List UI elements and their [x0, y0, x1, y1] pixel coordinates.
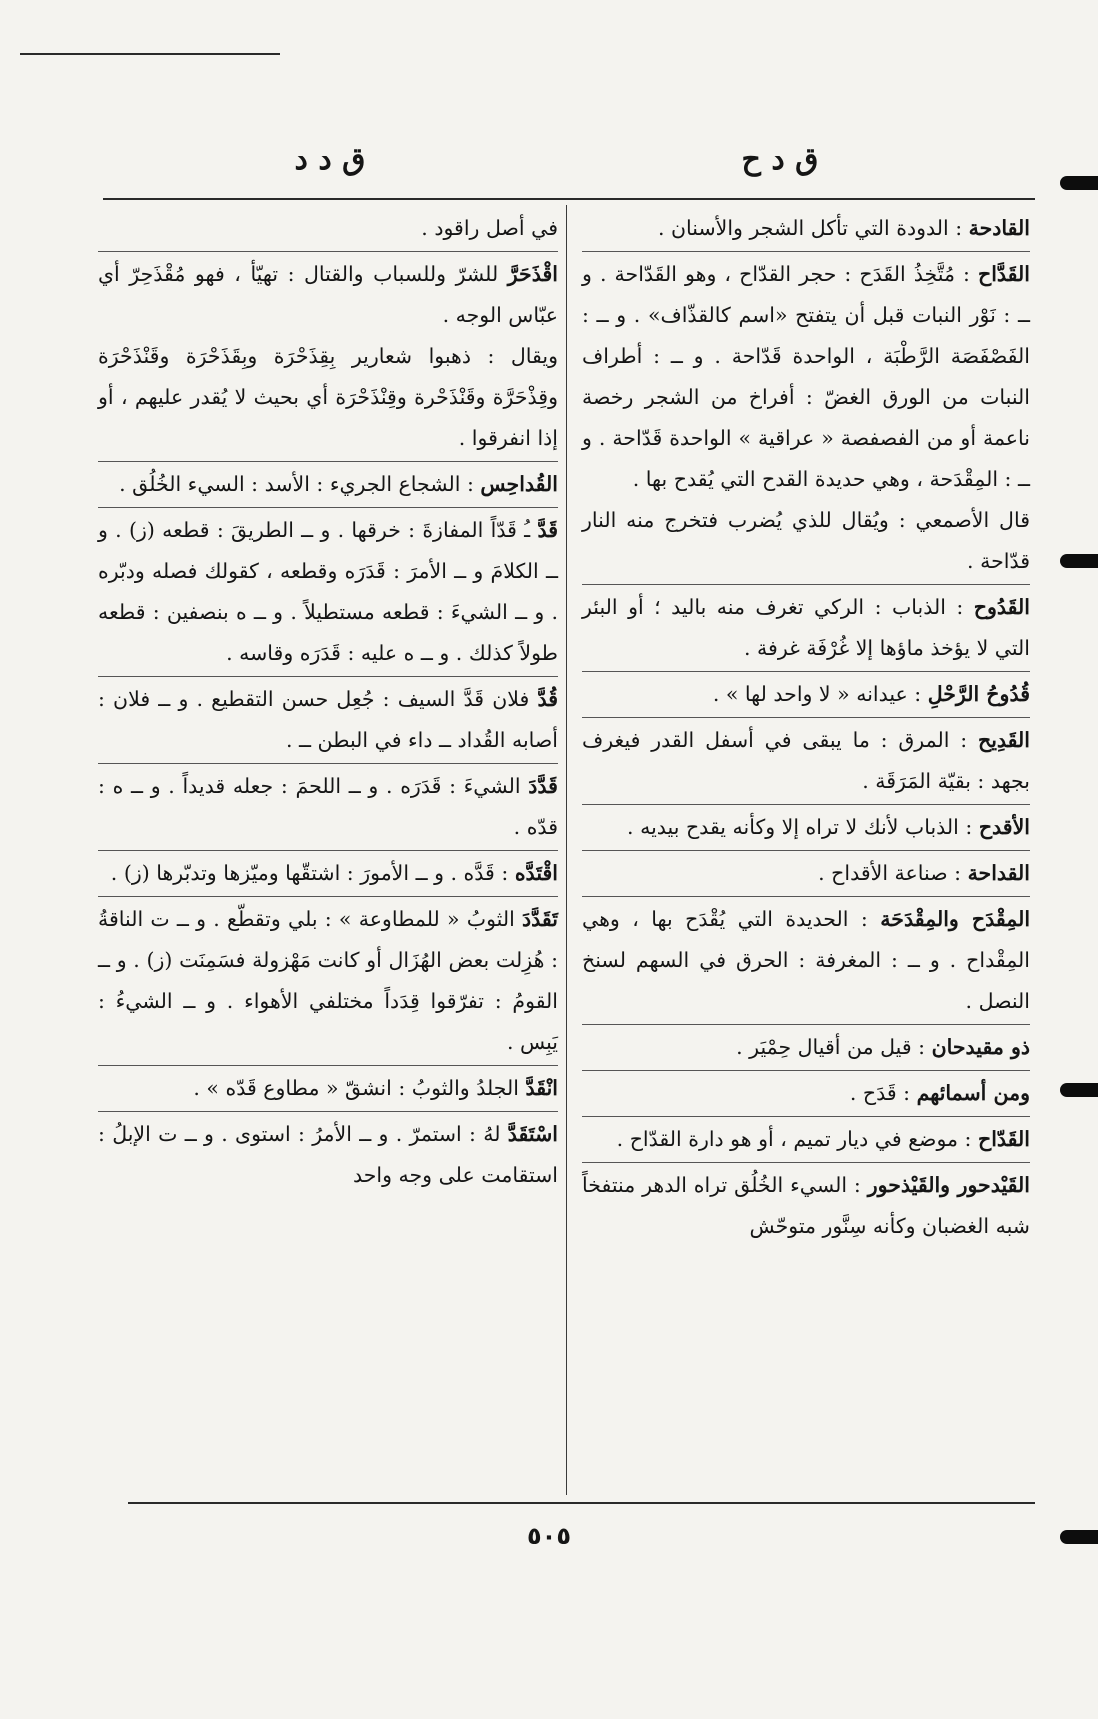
entry-separator: [98, 676, 558, 677]
entry-headword: اقْتَدَّه: [514, 861, 558, 885]
entry-separator: [582, 804, 1030, 805]
header-rule: [103, 198, 1035, 200]
entry-headword: قُدُوحُ الرَّحْلِ: [927, 682, 1030, 706]
entry-separator: [98, 850, 558, 851]
entry-definition: الشيءَ : قَدَرَه . و ــ اللحمَ : جعله قديداً . و ــ ه : قدّه .: [98, 774, 558, 839]
entry-headword: القادحة: [968, 216, 1030, 240]
entry-definition: : موضع في ديار تميم ، أو هو دارة القدّاح .: [616, 1127, 978, 1151]
entry-separator: [98, 507, 558, 508]
dictionary-entry: [582, 500, 1030, 582]
entry-definition: الجلدُ والثوبُ : انشقّ « مطاوع قَدّه » .: [193, 1076, 526, 1100]
edge-tab-mark: [1060, 1530, 1098, 1544]
top-corner-rule: [20, 53, 280, 55]
dictionary-entry: [582, 254, 1030, 500]
entry-definition: : مُتَّخِذُ القَدَح : حجر القدّاح ، وهو القَدّاحة . و ــ : نَوْر النبات قبل أن يتفتح «اسم كالقذّاف» . و ــ : الفَصْفَصَة الرَّطْبَة ، الواحدة قَدّاحة . و ــ : أطراف النبات من الورق الغضّ : أفراخ من الشجر رخصة ناعمة أو من الفصفصة « عراقية » الواحدة قَدّاحة . و ــ : المِقْدَحة ، وهي حديدة القدح التي يُقدح بها .: [582, 262, 1030, 491]
entry-headword: الأقدح: [978, 815, 1030, 839]
entry-separator: [98, 461, 558, 462]
entry-definition: : صناعة الأقداح .: [818, 861, 968, 885]
edge-tab-mark: [1060, 176, 1098, 190]
entry-separator: [98, 896, 558, 897]
entry-definition: في أصل راقود .: [421, 216, 558, 240]
entry-headword: القَدّاح: [977, 1127, 1030, 1151]
entry-headword: ومن أسمائهم: [916, 1081, 1030, 1105]
entry-headword: القَدُوح: [973, 595, 1030, 619]
entry-definition: : الذباب لأنك لا تراه إلا وكأنه يقدح بيديه .: [627, 815, 979, 839]
dictionary-entry: [98, 766, 558, 848]
page-number: ٥٠٥: [527, 1522, 571, 1550]
dictionary-entry: [98, 899, 558, 1063]
entry-separator: [582, 717, 1030, 718]
dictionary-entry: [98, 464, 558, 505]
entry-separator: [98, 251, 558, 252]
entry-definition: فلان قَدَّ السيف : جُعِل حسن التقطيع . و ــ فلان : أصابه القُداد ــ داء في البطن ــ .: [98, 687, 558, 752]
entry-separator: [582, 1024, 1030, 1025]
column-divider: [566, 205, 567, 1495]
dictionary-entry: [98, 1068, 558, 1109]
dictionary-entry: [582, 807, 1030, 848]
entry-separator: [98, 1065, 558, 1066]
entry-definition: ويقال : ذهبوا شعارير بِقِذَحْرَة وبِقَذَحْرَة وقَنْذَحْرَة وقِذْحَرَّة وقَنْذَحْرة وقِنْذَحْرَة أي بحيث لا يُقدر عليهم ، أو إذا انفرقوا .: [98, 344, 558, 450]
dictionary-entry: [582, 674, 1030, 715]
entry-definition: قال الأصمعي : ويُقال للذي يُضرب فتخرج منه النار قدّاحة .: [582, 508, 1030, 573]
entry-headword: قَدَّدَ: [528, 774, 558, 798]
entry-definition: : قَدَح .: [849, 1081, 917, 1105]
entry-headword: القُداحِس: [480, 472, 558, 496]
entry-separator: [98, 763, 558, 764]
dictionary-entry: [98, 1114, 558, 1196]
entry-headword: ذو مقيدحان: [931, 1035, 1030, 1059]
dictionary-entry: [582, 1073, 1030, 1114]
entry-separator: [582, 1116, 1030, 1117]
dictionary-entry: [98, 336, 558, 459]
entry-definition: : المرق : ما يبقى في أسفل القدر فيغرف بجهد : بقيّة المَرَقَة .: [582, 728, 1030, 793]
entry-definition: ـُ قَدّاً المفازةَ : خرقها . و ــ الطريقَ : قطعه (ز) . و ــ الكلامَ و ــ الأمرَ : قَدَرَه وقطعه ، كقولك فصله ودبّره . و ــ الشيءَ : قطعه مستطيلاً . و ــ ه بنصفين : قطعه طولاً كذلك . و ــ ه عليه : قَدَرَه وقاسه .: [98, 518, 558, 665]
entry-headword: القَيْدحور والقَيْذحور: [867, 1173, 1030, 1197]
entry-definition: لهُ : استمرّ . و ــ الأمرُ : استوى . و ــ ت الإبلُ : استقامت على وجه واحد: [98, 1122, 558, 1187]
dictionary-entry: [582, 1119, 1030, 1160]
right-column: [582, 208, 1030, 1247]
entry-definition: : الذباب : الركي تغرف منه باليد ؛ أو البئر التي لا يؤخذ ماؤها إلا غُرْفَة غرفة .: [582, 595, 1030, 660]
dictionary-entry: [582, 1027, 1030, 1068]
entry-separator: [582, 1162, 1030, 1163]
edge-tab-mark: [1060, 1083, 1098, 1097]
entry-headword: انْقَدَّ: [525, 1076, 558, 1100]
entry-definition: : قيل من أقيال حِمْيَر .: [736, 1035, 932, 1059]
entry-definition: الثوبُ « للمطاوعة » : بلي وتقطّع . و ــ ت الناقةُ : هُزِلت بعض الهُزَال أو كانت مَهْزولة فسَمِنَت (ز) . و ــ القومُ : تفرّقوا قِدَداً مختلفي الأهواء . و ــ الشيءُ : يَبِس .: [98, 907, 558, 1054]
entry-separator: [582, 671, 1030, 672]
entry-definition: : الشجاع الجريء : الأسد : السيء الخُلُق .: [119, 472, 481, 496]
entry-headword: تَقَدَّدَ: [522, 907, 558, 931]
entry-separator: [98, 1111, 558, 1112]
edge-tab-mark: [1060, 554, 1098, 568]
entry-definition: : السيء الخُلُق تراه الدهر منتفخاً شبه الغضبان وكأنه سِنَّور متوحّش: [582, 1173, 1030, 1238]
entry-definition: : الدودة التي تأكل الشجر والأسنان .: [657, 216, 969, 240]
entry-definition: للشرّ وللسباب والقتال : تهيّأ ، فهو مُقْذَحِرّ أي عبّاس الوجه .: [98, 262, 558, 327]
header-root-right: ق د ح: [741, 142, 819, 177]
entry-headword: القَدِيح: [977, 728, 1030, 752]
dictionary-entry: [98, 254, 558, 336]
dictionary-entry: [582, 208, 1030, 249]
entry-separator: [582, 1070, 1030, 1071]
entry-definition: : عيدانه « لا واحد لها » .: [712, 682, 928, 706]
entry-headword: المِقْدَح والمِقْدَحَة: [880, 907, 1031, 931]
dictionary-entry: [98, 853, 558, 894]
dictionary-entry: [582, 720, 1030, 802]
dictionary-entry: [98, 208, 558, 249]
entry-headword: القداحة: [967, 861, 1030, 885]
left-column: [98, 208, 558, 1196]
entry-separator: [582, 896, 1030, 897]
dictionary-entry: [582, 899, 1030, 1022]
dictionary-entry: [582, 853, 1030, 894]
entry-headword: قُدَّ: [537, 687, 558, 711]
entry-separator: [582, 850, 1030, 851]
entry-headword: اسْتَقَدَّ: [507, 1122, 558, 1146]
entry-separator: [582, 584, 1030, 585]
dictionary-entry: [98, 679, 558, 761]
dictionary-entry: [582, 1165, 1030, 1247]
footer-rule: [128, 1502, 1035, 1504]
entry-headword: القَدَّاح: [977, 262, 1030, 286]
entry-headword: اقْذَحَرَّ: [507, 262, 558, 286]
entry-headword: قَدَّ: [537, 518, 558, 542]
entry-definition: : الحديدة التي يُقْدَح بها ، وهي المِقْداح . و ــ : المغرفة : الحرق في السهم لسنخ النصل .: [582, 907, 1030, 1013]
dictionary-entry: [582, 587, 1030, 669]
entry-definition: : قَدَّه . و ــ الأمورَ : اشتقّها وميّزها وتدبّرها (ز) .: [110, 861, 515, 885]
dictionary-entry: [98, 510, 558, 674]
header-root-left: ق د د: [294, 142, 366, 177]
entry-separator: [582, 251, 1030, 252]
